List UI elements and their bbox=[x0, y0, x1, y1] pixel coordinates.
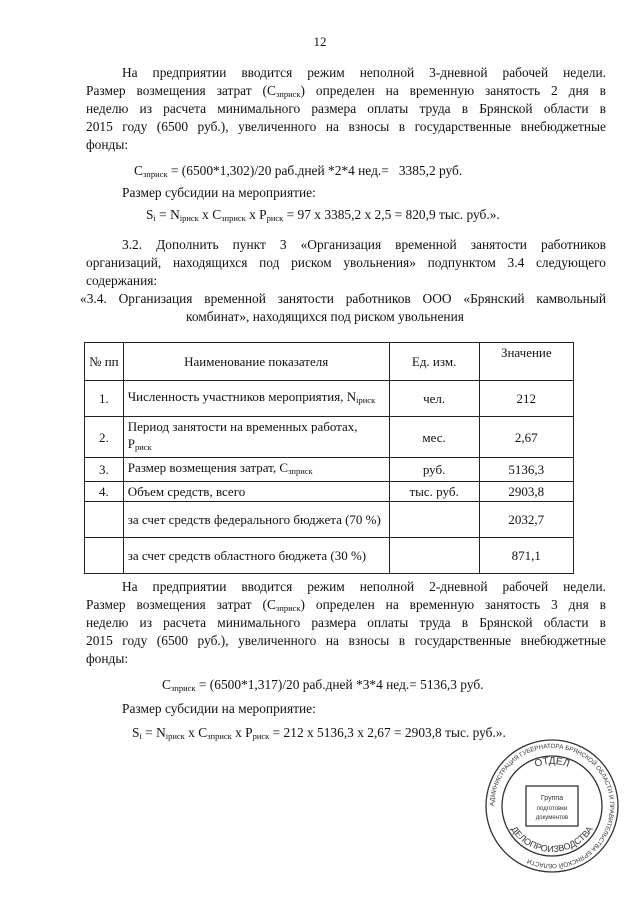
cell-value: 5136,3 bbox=[479, 458, 573, 482]
cell-value: 2903,8 bbox=[479, 482, 573, 502]
text-line: 2015 году (6500 руб.), увеличенного на взносы в государственные внебюджетные bbox=[86, 633, 606, 648]
text-line: Размер возмещения затрат $(С_{зприск})$ определен на временную занятость 2 дня в bbox=[86, 83, 606, 99]
formula-cost: $С_{зприск} = (6500*1,302)/20$ раб.дней *2*4 нед.= 3385,2 руб. bbox=[134, 163, 463, 179]
subsidy-label: Размер субсидии на мероприятие: bbox=[122, 701, 316, 716]
cell-num: 1. bbox=[85, 381, 124, 417]
stamp-outer-text: АДМИНИСТРАЦИЯ ГУБЕРНАТОРА БРЯНСКОЙ ОБЛАСТИ И ПРАВИТЕЛЬСТВА БРЯНСКОЙ ОБЛАСТИ bbox=[488, 742, 616, 870]
header-name: Наименование показателя bbox=[123, 343, 389, 381]
table-row bbox=[85, 482, 574, 502]
header-num: № пп bbox=[85, 343, 124, 381]
table-row bbox=[85, 417, 574, 458]
stamp-center-1: Группа bbox=[540, 795, 564, 802]
text-line: организаций, находящихся под риском увольнения» подпунктом 3.4 следующего bbox=[86, 255, 606, 270]
cell-unit: мес. bbox=[389, 417, 479, 458]
cell-name: Объем средств, всего bbox=[123, 482, 389, 502]
cell-value: 2032,7 bbox=[479, 502, 573, 538]
table-row bbox=[85, 502, 574, 538]
text-line: содержания: bbox=[86, 273, 158, 288]
text-line: На предприятии вводится режим неполной 2-дневной рабочей недели. bbox=[122, 579, 606, 594]
cell-num: 2. bbox=[85, 417, 124, 458]
stamp-center-2: подготовки bbox=[536, 806, 568, 812]
cell-name: Численность участников мероприятия, $N_{iриск}$ bbox=[123, 381, 389, 417]
cell-unit bbox=[389, 502, 479, 538]
cell-num: 4. bbox=[85, 482, 124, 502]
office-stamp bbox=[484, 738, 620, 874]
cell-num bbox=[85, 502, 124, 538]
formula-subsidy: $S_i = N_{iриск}$ x $С_{зприск}$ x $Р_{риск} = 97$ x 3385,2 x 2,5 = 820,9 тыс. руб.». bbox=[146, 207, 500, 223]
formula-subsidy: $S_i = N_{iриск}$ x $С_{зприск}$ x $Р_{риск} = 212$ x 5136,3 x 2,67 = 2903,8 тыс. руб.». bbox=[132, 725, 506, 741]
text-line: фонды: bbox=[86, 137, 129, 152]
stamp-bottom-text: ДЕЛОПРОИЗВОДСТВА bbox=[509, 824, 595, 855]
text-line: «3.4. Организация временной занятости работников ООО «Брянский камвольный bbox=[80, 291, 606, 306]
cell-value: 212 bbox=[479, 381, 573, 417]
page-number: 12 bbox=[313, 34, 327, 49]
header-unit: Ед. изм. bbox=[389, 343, 479, 381]
stamp-top-text: ОТДЕЛ bbox=[533, 755, 571, 770]
text-line: Размер возмещения затрат $(С_{зприск})$ определен на временную занятость 3 дня в bbox=[86, 597, 606, 613]
formula-cost: $С_{зприск} = (6500*1,317)/20$ раб.дней *3*4 нед.= 5136,3 руб. bbox=[162, 677, 484, 693]
subsidy-label: Размер субсидии на мероприятие: bbox=[122, 185, 316, 200]
text-line: 2015 году (6500 руб.), увеличенного на взносы в государственные внебюджетные bbox=[86, 119, 606, 134]
table-row bbox=[85, 381, 574, 417]
cell-unit: чел. bbox=[389, 381, 479, 417]
text-line: 3.2. Дополнить пункт 3 «Организация временной занятости работников bbox=[122, 237, 606, 252]
stamp-center-3: документов bbox=[535, 815, 569, 821]
text-line: неделю из расчета минимального размера оплаты труда в Брянской области в bbox=[86, 615, 606, 630]
indicators-table bbox=[84, 342, 574, 574]
cell-num bbox=[85, 538, 124, 574]
cell-name: за счет средств областного бюджета (30 %) bbox=[123, 538, 389, 574]
cell-name: Период занятости на временных работах, $Р_{риск}$ bbox=[123, 417, 389, 458]
cell-unit bbox=[389, 538, 479, 574]
text-line: На предприятии вводится режим неполной 3-дневной рабочей недели. bbox=[122, 65, 606, 80]
text-line: комбинат», находящихся под риском увольнения bbox=[186, 309, 464, 324]
cell-name: Размер возмещения затрат, $С_{зприск}$ bbox=[123, 458, 389, 482]
table-row bbox=[85, 538, 574, 574]
cell-unit: тыс. руб. bbox=[389, 482, 479, 502]
cell-value: 871,1 bbox=[479, 538, 573, 574]
cell-name: за счет средств федерального бюджета (70 %) bbox=[123, 502, 389, 538]
cell-value: 2,67 bbox=[479, 417, 573, 458]
text-line: неделю из расчета минимального размера оплаты труда в Брянской области в bbox=[86, 101, 606, 116]
cell-unit: руб. bbox=[389, 458, 479, 482]
text-line: фонды: bbox=[86, 651, 129, 666]
table-row bbox=[85, 458, 574, 482]
header-value: Значение bbox=[479, 343, 573, 381]
cell-num: 3. bbox=[85, 458, 124, 482]
table-header-row bbox=[85, 343, 574, 381]
